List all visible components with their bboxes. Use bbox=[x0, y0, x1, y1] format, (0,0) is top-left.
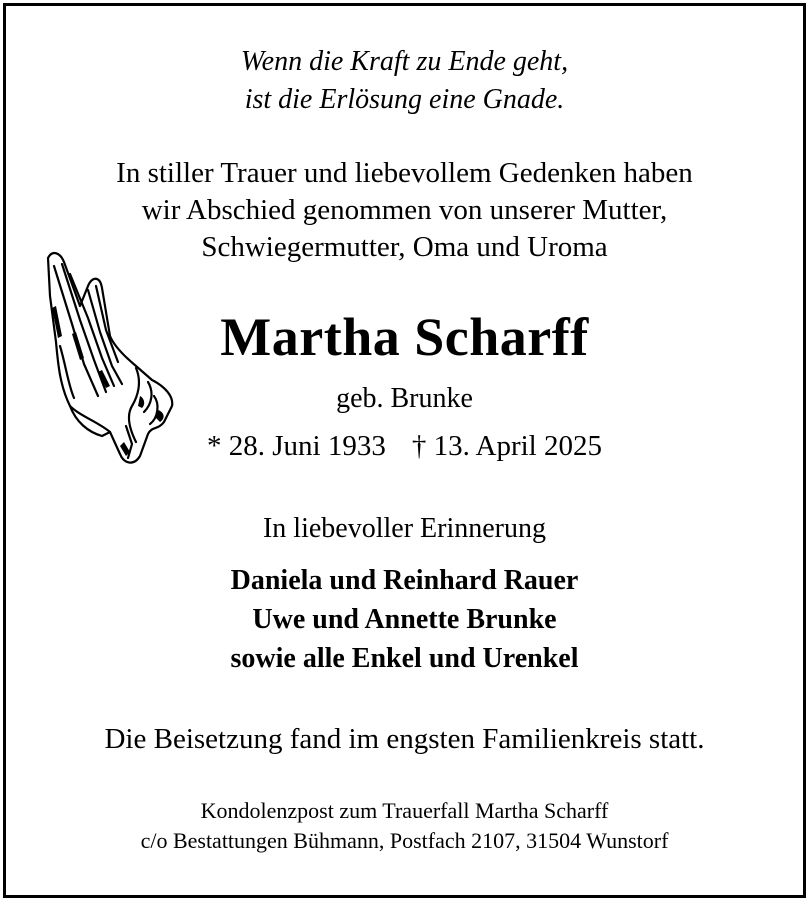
memory-heading: In liebevoller Erinnerung bbox=[262, 513, 546, 544]
family-line-2: Uwe und Annette Brunke bbox=[252, 604, 557, 635]
intro-line-2: wir Abschied genommen von unserer Mutter, bbox=[141, 194, 668, 226]
intro-line-1: In stiller Trauer und liebevollem Gedenken haben bbox=[116, 157, 693, 189]
condolence-line-2: c/o Bestattungen Bühmann, Postfach 2107, 31504 Wunstorf bbox=[140, 828, 669, 853]
birth-date: * 28. Juni 1933 bbox=[207, 430, 386, 462]
condolence-line-1: Kondolenzpost zum Trauerfall Martha Scharff bbox=[200, 798, 609, 823]
birth-name: geb. Brunke bbox=[336, 383, 473, 414]
burial-note: Die Beisetzung fand im engsten Familienkreis statt. bbox=[104, 723, 705, 755]
family-line-1: Daniela und Reinhard Rauer bbox=[230, 565, 579, 596]
family-line-3: sowie alle Enkel und Urenkel bbox=[230, 643, 579, 674]
life-dates bbox=[0, 430, 809, 463]
intro-line-3: Schwiegermutter, Oma und Uroma bbox=[201, 231, 608, 263]
quote-line-1: Wenn die Kraft zu Ende geht, bbox=[240, 46, 569, 77]
deceased-name: Martha Scharff bbox=[220, 307, 589, 367]
death-date: † 13. April 2025 bbox=[411, 430, 602, 462]
quote-line-2: ist die Erlösung eine Gnade. bbox=[244, 84, 565, 115]
